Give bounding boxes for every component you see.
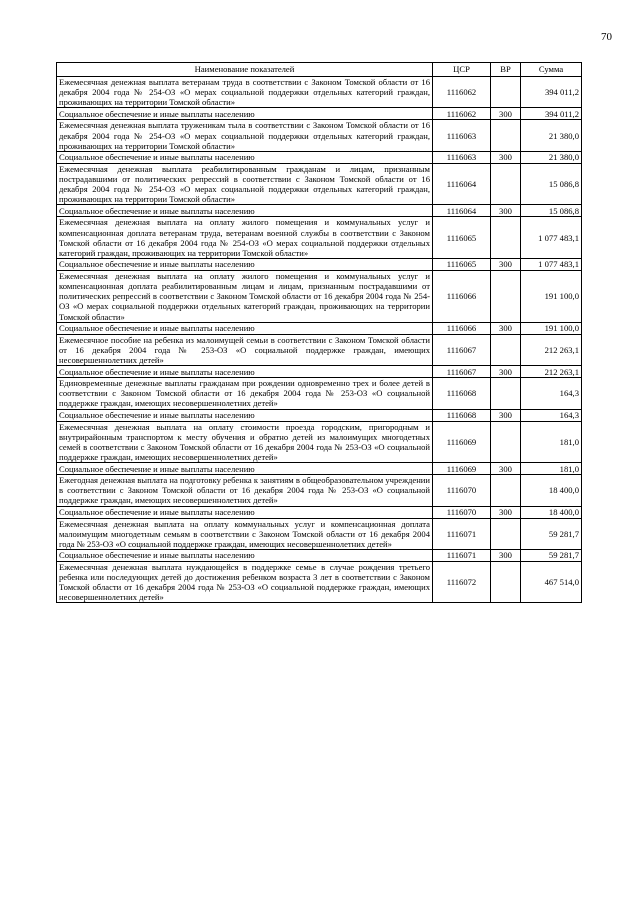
row-name: Единовременные денежные выплаты гражданам при рождении одновременно трех и более детей в соответствии с Законом Томской области от 16 декабря 2004 года № 253-ОЗ «О социальной поддержке граждан, имеющих несовершеннолетних детей» [57,378,433,409]
row-sum: 18 400,0 [521,475,582,506]
row-vr: 300 [491,108,521,120]
table-row [57,270,582,322]
row-vr: 300 [491,151,521,163]
table-row [57,561,582,603]
row-name: Социальное обеспечение и иные выплаты населению [57,108,433,120]
row-vr: 300 [491,258,521,270]
table-row [57,549,582,561]
row-name: Социальное обеспечение и иные выплаты населению [57,463,433,475]
row-csr: 1116062 [433,77,491,108]
row-sum: 21 380,0 [521,120,582,151]
row-vr [491,378,521,409]
row-csr: 1116068 [433,409,491,421]
row-vr: 300 [491,366,521,378]
row-sum: 212 263,1 [521,366,582,378]
table-row [57,151,582,163]
row-sum: 181,0 [521,421,582,463]
row-vr: 300 [491,409,521,421]
row-csr: 1116067 [433,366,491,378]
table-header-row [57,63,582,77]
row-name: Ежемесячная денежная выплата реабилитированным гражданам и лицам, признанным пострадавшими от политических репрессий в соответствии с Законом Томской области от 16 декабря 2004 года № 254-ОЗ «О мерах социальной поддержки отдельных категорий граждан, проживающих на территории Томской области» [57,163,433,205]
row-sum: 164,3 [521,409,582,421]
row-name: Ежемесячное пособие на ребенка из малоимущей семьи в соответствии с Законом Томской области от 16 декабря 2004 года № 253-ОЗ «О социальной поддержке граждан, имеющих несовершеннолетних детей» [57,334,433,365]
row-sum: 15 086,8 [521,163,582,205]
row-vr [491,163,521,205]
row-sum: 1 077 483,1 [521,217,582,259]
row-vr [491,334,521,365]
column-header-name: Наименование показателей [57,63,433,77]
row-name: Ежемесячная денежная выплата на оплату жилого помещения и коммунальных услуг и компенсационная доплата ветеранам труда, ветеранам военной службы в соответствии с Законом Томской области от 16 декабря 2004 года № 254-ОЗ «О мерах социальной поддержки отдельных категорий граждан, проживающих на территории Томской области» [57,217,433,259]
row-csr: 1116068 [433,378,491,409]
table-row [57,518,582,549]
row-name: Ежемесячная денежная выплата нуждающейся в поддержке семье в случае рождения третьего ребенка или последующих детей до достижения ребенком возраста 3 лет в соответствии с Законом Томской области от 16 декабря 2004 года № 253-ОЗ «О социальной поддержке граждан, имеющих несовершеннолетних детей» [57,561,433,603]
row-vr [491,561,521,603]
row-csr: 1116063 [433,151,491,163]
row-vr [491,518,521,549]
table-row [57,378,582,409]
row-csr: 1116064 [433,163,491,205]
column-header-csr: ЦСР [433,63,491,77]
table-row [57,366,582,378]
row-csr: 1116071 [433,518,491,549]
table-row [57,217,582,259]
row-csr: 1116071 [433,549,491,561]
table-body [57,77,582,603]
table-row [57,108,582,120]
table-row [57,205,582,217]
row-name: Социальное обеспечение и иные выплаты населению [57,549,433,561]
row-csr: 1116062 [433,108,491,120]
row-csr: 1116069 [433,421,491,463]
column-header-sum: Сумма [521,63,582,77]
row-sum: 15 086,8 [521,205,582,217]
row-name: Ежемесячная денежная выплата на оплату стоимости проезда городским, пригородным и внутрирайонным транспортом к месту обучения и обратно детей из малоимущих многодетных семей в соответствии с Законом Томской области от 16 декабря 2004 года № 253-ОЗ «О социальной поддержке граждан, имеющих несовершеннолетних детей» [57,421,433,463]
table-row [57,163,582,205]
table-row [57,258,582,270]
row-name: Ежемесячная денежная выплата труженикам тыла в соответствии с Законом Томской области от 16 декабря 2004 года № 254-ОЗ «О мерах социальной поддержки отдельных категорий граждан, проживающих на территории Томской области» [57,120,433,151]
row-sum: 18 400,0 [521,506,582,518]
row-vr [491,270,521,322]
row-sum: 59 281,7 [521,549,582,561]
table-row [57,463,582,475]
row-sum: 467 514,0 [521,561,582,603]
row-vr: 300 [491,549,521,561]
row-vr [491,421,521,463]
row-name: Социальное обеспечение и иные выплаты населению [57,409,433,421]
row-vr: 300 [491,205,521,217]
table-row [57,120,582,151]
row-name: Социальное обеспечение и иные выплаты населению [57,258,433,270]
page-number: 70 [601,31,612,43]
row-name: Социальное обеспечение и иные выплаты населению [57,151,433,163]
row-name: Социальное обеспечение и иные выплаты населению [57,506,433,518]
row-name: Социальное обеспечение и иные выплаты населению [57,366,433,378]
row-vr: 300 [491,506,521,518]
row-vr: 300 [491,322,521,334]
column-header-vr: ВР [491,63,521,77]
row-sum: 191 100,0 [521,322,582,334]
row-name: Ежемесячная денежная выплата на оплату жилого помещения и коммунальных услуг и компенсационная доплата реабилитированным лицам и лицам, признанным пострадавшими от политических репрессий в соответствии с Законом Томской области от 16 декабря 2004 года № 254-ОЗ «О мерах социальной поддержки отдельных категорий граждан, проживающих на территории Томской области» [57,270,433,322]
budget-table [56,62,582,603]
table-row [57,506,582,518]
row-name: Социальное обеспечение и иные выплаты населению [57,322,433,334]
row-sum: 212 263,1 [521,334,582,365]
row-csr: 1116064 [433,205,491,217]
row-sum: 181,0 [521,463,582,475]
row-csr: 1116063 [433,120,491,151]
table-row [57,334,582,365]
row-name: Ежемесячная денежная выплата на оплату коммунальных услуг и компенсационная доплата малоимущим многодетным семьям в соответствии с Законом Томской области от 16 декабря 2004 года № 253-ОЗ «О социальной поддержке граждан, имеющих несовершеннолетних детей» [57,518,433,549]
row-csr: 1116066 [433,270,491,322]
row-vr [491,217,521,259]
row-csr: 1116072 [433,561,491,603]
row-sum: 59 281,7 [521,518,582,549]
table-row [57,475,582,506]
row-name: Социальное обеспечение и иные выплаты населению [57,205,433,217]
row-sum: 164,3 [521,378,582,409]
table-row [57,409,582,421]
row-vr [491,77,521,108]
row-csr: 1116069 [433,463,491,475]
row-vr [491,120,521,151]
row-csr: 1116067 [433,334,491,365]
row-csr: 1116070 [433,475,491,506]
row-name: Ежегодная денежная выплата на подготовку ребенка к занятиям в общеобразовательном учреждении в соответствии с Законом Томской области от 16 декабря 2004 года № 253-ОЗ «О социальной поддержке граждан, имеющих несовершеннолетних детей» [57,475,433,506]
row-sum: 21 380,0 [521,151,582,163]
table-row [57,421,582,463]
row-name: Ежемесячная денежная выплата ветеранам труда в соответствии с Законом Томской области от 16 декабря 2004 года № 254-ОЗ «О мерах социальной поддержки отдельных категорий граждан, проживающих на территории Томской области» [57,77,433,108]
row-csr: 1116065 [433,217,491,259]
row-csr: 1116066 [433,322,491,334]
row-csr: 1116070 [433,506,491,518]
row-sum: 1 077 483,1 [521,258,582,270]
table-row [57,322,582,334]
row-sum: 191 100,0 [521,270,582,322]
row-csr: 1116065 [433,258,491,270]
table-row [57,77,582,108]
row-vr [491,475,521,506]
row-vr: 300 [491,463,521,475]
row-sum: 394 011,2 [521,77,582,108]
row-sum: 394 011,2 [521,108,582,120]
